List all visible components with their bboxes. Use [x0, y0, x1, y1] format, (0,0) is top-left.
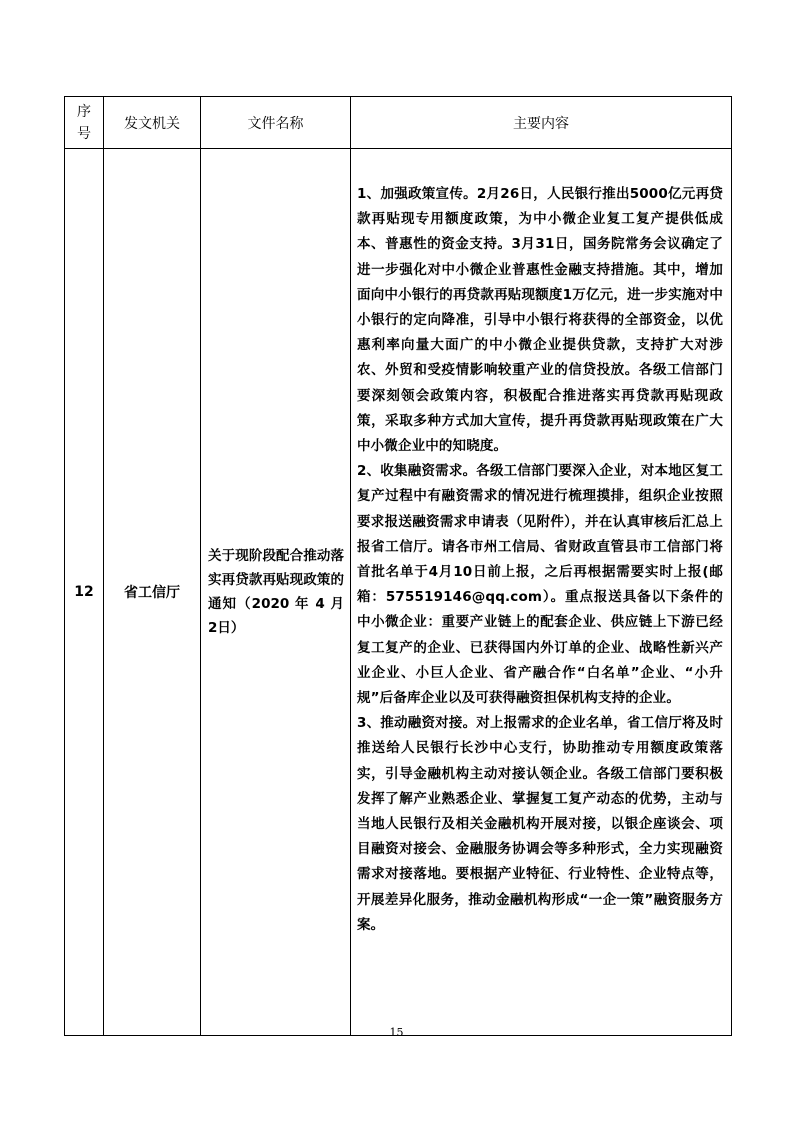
content-paragraph-2: 2、收集融资需求。各级工信部门要深入企业，对本地区复工复产过程中有融资需求的情况进行梳理摸排，组织企业按照要求报送融资需求申请表（见附件），并在认真审核后汇总上报省工信厅。请各市州工信局、省财政直管县市工信部门将首批名单于4月10日前上报，之后再根据需要实时上报(邮箱：575519146@qq.com）。重点报送具备以下条件的中小微企业：重要产业链上的配套企业、供应链上下游已经复工复产的企业、已获得国内外订单的企业、战略性新兴产业企业、小巨人企业、省产融合作“白名单”企业、“小升规”后备库企业以及可获得融资担保机构支持的企业。 [357, 463, 723, 707]
cell-content [351, 149, 732, 1036]
content-paragraph-1: 1、加强政策宣传。2月26日，人民银行推出5000亿元再贷款再贴现专用额度政策，为中小微企业复工复产提供低成本、普惠性的资金支持。3月31日，国务院常务会议确定了进一步强化对中小微企业普惠性金融支持措施。其中，增加面向中小银行的再贷款再贴现额度1万亿元，进一步实施对中小银行的定向降准，引导中小银行将获得的全部资金，以优惠利率向量大面广的中小微企业提供贷款，支持扩大对涉农、外贸和受疫情影响较重产业的信贷投放。各级工信部门要深刻领会政策内容，积极配合推进落实再贷款再贴现政策，采取多种方式加大宣传，提升再贷款再贴现政策在广大中小微企业中的知晓度。 [357, 186, 723, 455]
header-org: 发文机关 [104, 97, 201, 149]
header-doc-name: 文件名称 [201, 97, 351, 149]
policy-table [64, 96, 732, 1036]
cell-doc-name: 关于现阶段配合推动落实再贷款再贴现政策的通知（2020 年 4 月2日） [201, 149, 351, 1036]
table-row [65, 149, 732, 1036]
cell-seq: 12 [65, 149, 104, 1036]
cell-org: 省工信厅 [104, 149, 201, 1036]
header-seq [65, 97, 104, 149]
header-content: 主要内容 [351, 97, 732, 149]
table-header-row [65, 97, 732, 149]
header-seq-line1: 序 [77, 103, 91, 120]
header-seq-line2: 号 [77, 125, 91, 142]
page-number: 15 [389, 1026, 404, 1039]
content-paragraph-3: 3、推动融资对接。对上报需求的企业名单，省工信厅将及时推送给人民银行长沙中心支行，协助推动专用额度政策落实，引导金融机构主动对接认领企业。各级工信部门要积极发挥了解产业熟悉企业、掌握复工复产动态的优势，主动与当地人民银行及相关金融机构开展对接，以银企座谈会、项目融资对接会、金融服务协调会等多种形式，全力实现融资需求对接落地。要根据产业特征、行业特性、企业特点等，开展差异化服务，推动金融机构形成“一企一策”融资服务方案。 [357, 715, 723, 933]
